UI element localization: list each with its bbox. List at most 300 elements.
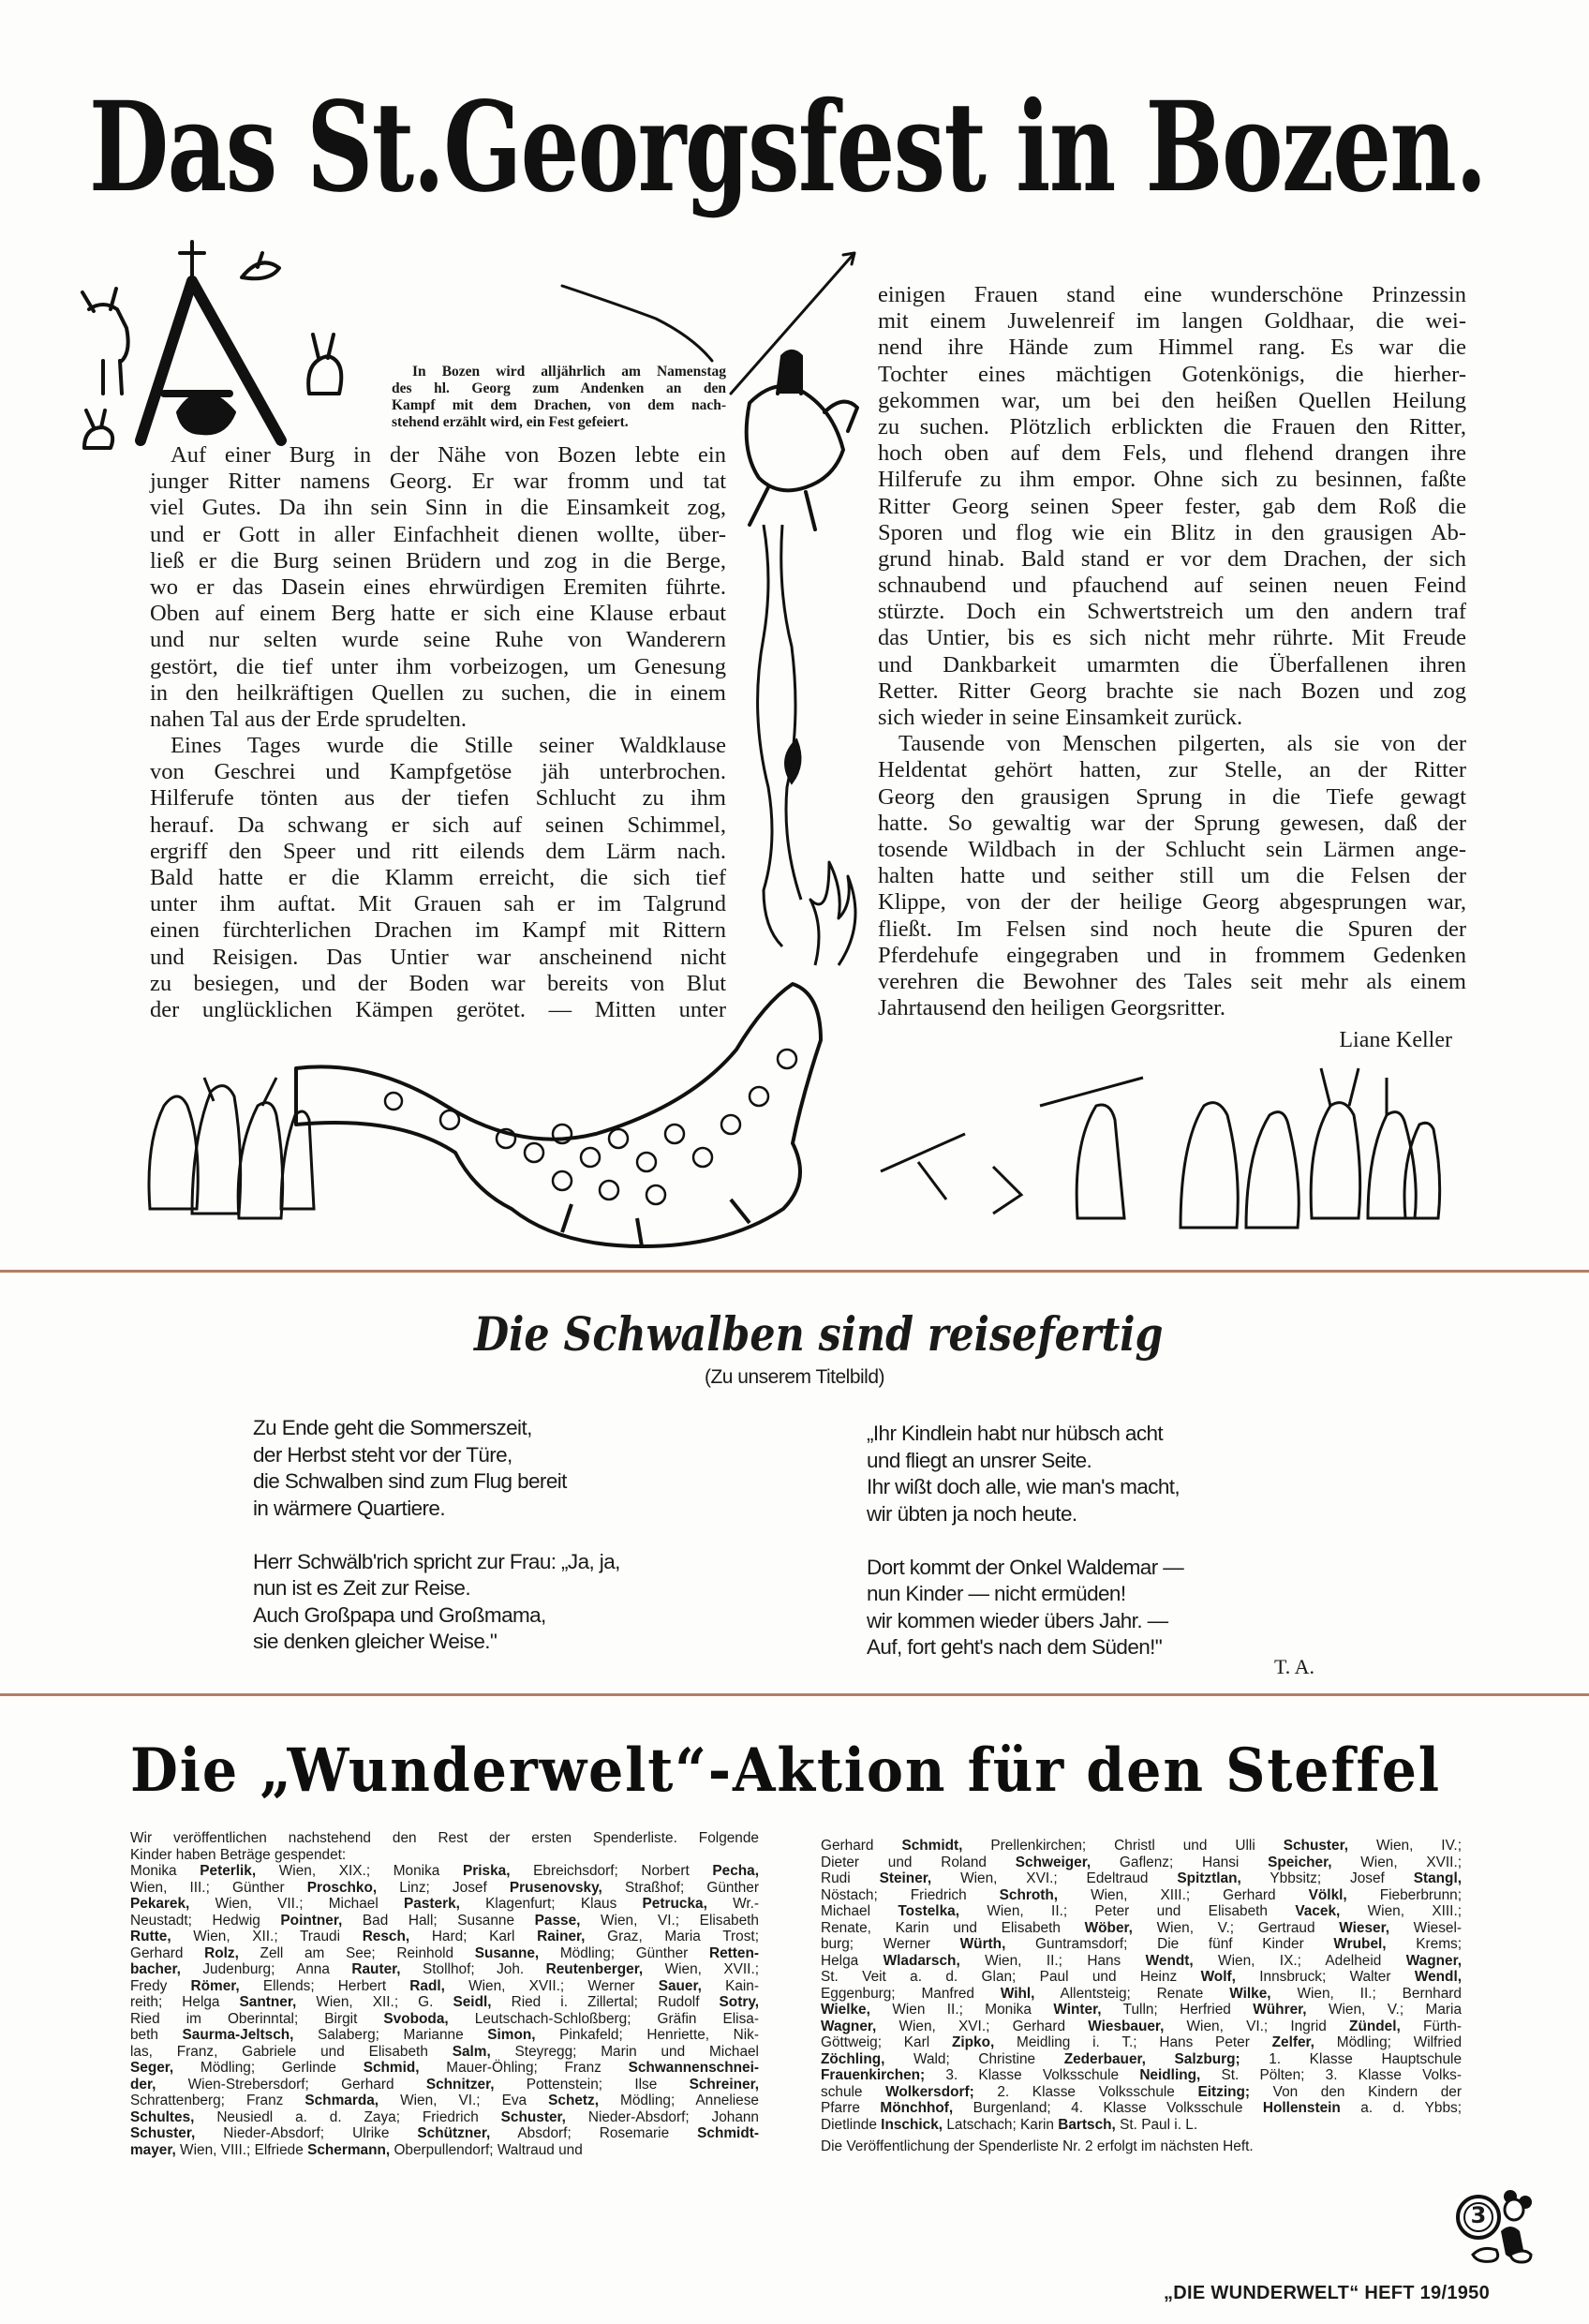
donor-line [130,2077,759,2093]
donor-text: Wien, XIII.; Gerhard [1058,1886,1309,1903]
donor-text: Wien, XVII.; [1331,1854,1462,1870]
donor-surname: Rutte, [130,1929,171,1944]
article-line: einigen Frauen stand eine wunderschöne Prinzessin [878,282,1466,307]
poem-left-column [253,1415,620,1682]
donor-text: Pottenstein; Ilse [494,2076,690,2093]
donor-surname: Zipko, [951,2034,995,2050]
donor-surname: Tostelka, [898,1903,959,1919]
article-line: Hilferufe tönten aus der tiefen Schlucht zu ihm [150,785,726,812]
caption-line: stehend erzählt wird, ein Fest gefeiert. [392,414,629,430]
article-line: und nur selten wurde seine Ruhe von Wanderern [150,627,726,653]
donor-surname: Stangl, [1413,1870,1463,1886]
donor-line [130,2060,759,2077]
poem-line: Herr Schwälb'rich spricht zur Frau: „Ja, ja, [253,1549,620,1573]
donor-surname: Schwannenschnei- [628,2060,759,2076]
donor-text: Wr.- [706,1896,759,1912]
donor-text: Eggenburg; Manfred [821,1985,1001,2002]
donor-line [130,1994,759,2011]
caption-line: Kampf mit dem Drachen, von dem nach- [392,397,726,413]
donor-text: Wien, XIII.; [1340,1903,1462,1919]
article-line: Tochter eines mächtigen Gotenkönigs, die hierher- [878,361,1466,387]
donor-line [130,1945,759,1962]
article-line: Georg den grausigen Sprung in die Tiefe gewagt [878,783,1466,810]
donor-line [821,1953,1462,1970]
donor-surname: Schmidt, [901,1838,963,1854]
fire-icon [810,862,855,965]
donor-line [130,2125,759,2142]
donor-text: Göttweig; Karl [821,2034,952,2050]
article-line: Oben auf einem Berg hatte er sich eine Klause erbaut [150,601,726,627]
donor-text: Linz; Josef [377,1879,510,1896]
crowd-right-illustration [881,1068,1440,1228]
donor-text: Allentsteig; Renate [1034,1985,1230,2002]
donor-text: Wien, XIX.; Monika [256,1863,463,1879]
donor-text: Dieter und Roland [821,1854,1016,1870]
donor-surname: Wöber, [1084,1919,1133,1936]
donor-text: Meidling i. T.; Hans Peter [994,2034,1272,2050]
donor-line [821,1969,1462,1986]
donor-text: Wien, XII.; G. [296,1994,453,2010]
donor-surname: der, [130,2076,156,2093]
poem-line: Auf, fort geht's nach dem Süden!" [867,1635,1163,1659]
donor-text: Wien-Strebersdorf; Gerhard [156,2076,426,2093]
donor-text: Hard; Karl [409,1929,538,1944]
article-line: Jahrtausend den heiligen Georgsritter. [878,995,1226,1021]
donor-surname: Mönchhof, [880,2100,954,2116]
donor-surname: Vacek, [1295,1903,1341,1919]
donor-text: burg; Werner [821,1936,960,1952]
poem-line: der Herbst steht vor der Türe, [253,1442,512,1467]
donor-line [130,1929,759,1945]
donor-surname: Pecha, [712,1863,759,1879]
donor-surname: Schroth, [999,1886,1059,1903]
donor-text: Wien, VII.; Michael [189,1896,405,1912]
donor-text: Wien II.; Monika [869,2002,1054,2018]
donor-text: Wald; Christine [884,2050,1064,2067]
donor-surname: Resch, [362,1929,410,1944]
article-left-column [150,442,726,1023]
donor-surname: Schmid, [363,2060,420,2076]
article-line: von Geschrei und Kampfgetöse jäh unterbrochen. [150,759,726,785]
article-caption [392,364,726,431]
article-author: Liane Keller [1339,1028,1452,1052]
poem-line: die Schwalben sind zum Flug bereit [253,1469,567,1493]
poem-line: wir kommen wieder übers Jahr. — [867,1608,1168,1632]
donor-text: Absdorf; Rosemarie [490,2125,698,2141]
article-line: verehren die Bewohner des Tales seit mehr als einem [878,968,1466,994]
donor-surname: Saurma-Jeltsch, [182,2027,294,2043]
publication-footer: „DIE WUNDERWELT“ HEFT 19/1950 [1164,2283,1491,2303]
article-line: Eines Tages wurde die Stille seiner Waldklause [171,733,726,759]
donor-surname: mayer, [130,2141,176,2158]
donor-text: beth [130,2027,183,2043]
donor-surname: Petrucka, [642,1896,707,1912]
donor-surname: Schuster, [1283,1838,1349,1854]
donor-text: Wien, V.; Maria [1306,2002,1462,2018]
donor-surname: Bartsch, [1058,2116,1116,2133]
donor-line [821,2051,1462,2068]
donor-surname: Rauter, [351,1961,401,1977]
poem-line: Ihr wißt doch alle, wie man's macht, [867,1475,1181,1498]
poem-stanza [253,1415,620,1522]
donor-surname: Schreiner, [689,2076,759,2093]
poem-line: nun Kinder — nicht ermüden! [867,1582,1126,1605]
donor-text: Ried i. Zillertal; Rudolf [491,1994,720,2010]
article-line: Heldentat gehört hatten, zur Stelle, an der Ritter [878,757,1466,783]
donor-line [130,2093,759,2109]
donor-text: Wien, IV.; [1348,1838,1462,1854]
donor-text: Prellenkirchen; Christl und Ulli [962,1838,1284,1854]
poem-stanza [867,1555,1183,1661]
donor-text: Monika [130,1863,200,1879]
donor-text: Wien, VI.; Elisabeth [580,1912,759,1929]
donor-text: Pfarre [821,2100,881,2116]
article-line: und Dankbarkeit umarmten die Überfallenen ihren [878,651,1466,678]
donor-text: Ried im Oberinntal; Birgit [130,2010,384,2027]
donor-text: Graz, Maria Trost; [585,1929,759,1944]
donor-text: reith; Helga [130,1994,240,2010]
article-line: viel Gutes. Da ihn sein Sinn in die Einsamkeit zog, [150,495,726,521]
donor-surname: Schuster, [130,2125,196,2141]
donor-text: Renate, Karin und Elisabeth [821,1919,1085,1936]
article-line: ergriff den Speer und ritt eilends dem Lärm nach. [150,838,726,864]
donor-line [821,1986,1462,2003]
donor-line [130,2109,759,2126]
donor-surname: Hollenstein [1262,2100,1341,2116]
article-line: Sporen und flog wie ein Blitz in den grausigen Ab- [878,519,1466,545]
donor-text: St. Veit a. d. Glan; Paul und Heinz [821,1969,1201,1985]
donor-text: Tulln; Herfried [1101,2002,1254,2018]
donor-line [821,1920,1462,1937]
poem-line: Zu Ende geht die Sommerszeit, [253,1416,532,1439]
poem-line: „Ihr Kindlein habt nur hübsch acht [867,1422,1164,1445]
donor-surname: Schweiger, [1015,1854,1092,1870]
article-line: Bald hatte er die Klamm erreicht, die sich tief [150,865,726,890]
donor-text: Wir veröffentlichen nachstehend den Rest der ersten Spenderliste. Folgende [130,1830,759,1846]
poem-line: wir übten ja noch heute. [867,1501,1077,1526]
donor-text: Kinder haben Beträge gespendet: [130,1846,347,1863]
donor-text: Zell am See; Reinhold [238,1944,475,1961]
donor-text: Stollhof; Joh. [400,1961,546,1977]
donor-surname: Rolz, [204,1944,239,1961]
article-line: hatte. So gewaltig war der Sprung gewesen, daß der [878,810,1466,836]
donor-surname: Steiner, [879,1870,932,1886]
donor-surname: Schnitzer, [425,2076,495,2093]
donor-surname: Simon, [487,2027,536,2043]
donor-text: Mödling; Anneliese [599,2093,759,2108]
poem-right-column [867,1421,1183,1688]
donor-surname: Pasterk, [404,1896,460,1912]
aktion-title: Die „Wunderwelt“-Aktion für den Steffel [130,1736,1441,1806]
page-number-mascot [1454,2189,1533,2264]
donor-text: Wien, VIII.; Elfriede [175,2141,308,2158]
donor-surname: Seidl, [453,1994,492,2010]
donor-line [821,2100,1462,2117]
donor-line [130,1961,759,1978]
donor-text: schule [821,2083,886,2100]
donor-text: Wien, XVI.; Edeltraud [931,1870,1178,1886]
article-line: tosende Wildbach in der Schlucht sein Lärmen ange- [878,836,1466,862]
donor-text: Ebreichsdorf; Norbert [510,1863,713,1879]
donor-text: 3. Klasse Volksschule [925,2067,1140,2083]
donor-surname: Wagner, [821,2018,877,2034]
poem-line: und fliegt an unsrer Seite. [867,1448,1092,1472]
article-line: in den heilkräftigen Quellen zu suchen, die in einem [150,679,726,706]
donor-line [130,1847,759,1864]
article-line: gestört, die tief unter ihm vorbeizogen, um Genesung [150,653,726,679]
donor-surname: bacher, [130,1961,181,1977]
donor-surname: Passe, [534,1912,581,1929]
donor-line [821,1903,1462,1920]
donor-surname: Wührer, [1253,2002,1307,2018]
donor-line [130,1880,759,1897]
article-right-column [878,282,1466,1021]
article-line: Pferdehufe eingegraben und in frommem Gedenken [878,942,1466,968]
rabbit-icon [308,335,341,394]
donor-surname: Retten- [708,1944,759,1961]
donor-surname: Frauenkirchen; [821,2067,926,2083]
donor-text: Oberpullendorf; Waltraud und [390,2141,583,2158]
article-line: mit einem Juwelenreif im langen Goldhaar, die wei- [878,308,1466,335]
article-line: zu suchen. Plötzlich erblickten die Frauen den Ritter, [878,413,1466,439]
donor-surname: Zöchling, [821,2050,885,2067]
donor-text: Nöstach; Friedrich [821,1886,1000,1903]
donor-text: Leutschach-Schloßberg; Gräfin Elisa- [448,2010,759,2027]
donor-text: las, Franz, Gabriele und Elisabeth [130,2043,453,2060]
article-line: junger Ritter namens Georg. Er war fromm und tat [150,469,726,495]
article-line: grund hinab. Bald stand er vor dem Drachen, der sich [878,545,1466,572]
donor-text: Salaberg; Marianne [293,2027,488,2043]
donor-surname: Neidling, [1139,2067,1201,2083]
donor-surname: Wiesbauer, [1088,2018,1165,2034]
poem-title: Die Schwalben sind reisefertig [474,1306,1164,1362]
donor-surname: Svoboda, [383,2010,449,2027]
initial-a-illustration [82,242,341,448]
donor-surname: Sotry, [719,1994,760,2010]
donor-surname: Zederbauer, Salzburg; [1063,2050,1240,2067]
donor-text: Straßhof; Günther [601,1879,759,1896]
donor-text: Nieder-Absdorf; Johann [565,2108,759,2125]
donor-surname: Völkl, [1308,1886,1347,1903]
donor-surname: Salm, [452,2043,491,2060]
donor-surname: Wielke, [821,2002,870,2018]
donor-line [130,1978,759,1995]
poem-stanza [253,1549,620,1656]
donor-surname: Winter, [1053,2002,1102,2018]
donor-text: Kain- [701,1977,759,1994]
cliff-illustration [758,525,801,946]
donor-surname: Wolkersdorf; [885,2083,974,2100]
donor-surname: Eitzing; [1197,2083,1251,2100]
donor-line [130,2142,759,2159]
article-line: Tausende von Menschen pilgerten, als sie von der [898,731,1466,757]
donor-surname: Inschick, [881,2116,943,2133]
article-line: hoch oben auf dem Fels, und flehend drangen ihre [878,440,1466,467]
donor-text: Dietlinde [821,2116,882,2133]
donor-line [821,1870,1462,1887]
donor-text: Wien, XII.; Traudi [171,1929,363,1944]
donor-line [821,1936,1462,1953]
donor-line [130,2011,759,2028]
donor-surname: Wendl, [1414,1969,1462,1985]
donor-text: Guntramsdorf; Die fünf Kinder [1005,1936,1334,1952]
donor-surname: Wladarsch, [883,1952,960,1969]
article-line: das Untier, bis es sich nicht mehr rührte. Mit Freude [878,625,1466,651]
donor-surname: Spitztlan, [1177,1870,1241,1886]
donor-text: Wien, VI.; Eva [379,2093,549,2108]
donor-surname: Schetz, [548,2093,600,2108]
donor-line [821,2002,1462,2019]
donor-line [821,2117,1462,2134]
article-line: gekommen war, um bei den heißen Quellen Heilung [878,387,1466,413]
donor-text: a. d. Ybbs; [1340,2100,1463,2116]
donor-list-left [130,1830,759,2158]
donor-text: Helga [821,1952,884,1969]
donor-surname: Wagner, [1405,1952,1463,1969]
donor-surname: Rainer, [537,1929,586,1944]
donor-surname: Prusenovsky, [509,1879,602,1896]
donor-line [130,2044,759,2061]
donor-text: Ellends; Herbert [239,1977,410,1994]
donor-text: Burgenland; 4. Klasse Volksschule [953,2100,1263,2116]
donor-text: St. Paul i. L. [1115,2116,1198,2133]
donor-surname: Priska, [462,1863,511,1879]
donor-line [821,1838,1462,1855]
donor-surname: Römer, [190,1977,240,1994]
donor-surname: Schützner, [417,2125,491,2141]
donor-surname: Santner, [239,1994,297,2010]
donor-text: Mödling; Günther [539,1944,709,1961]
donor-text: 2. Klasse Volksschule [973,2083,1198,2100]
donor-line [130,1830,759,1847]
article-line: stürzte. Doch ein Schwertstreich um den andern traf [878,599,1466,625]
donor-surname: Reutenberger, [545,1961,644,1977]
donor-surname: Pointner, [280,1912,343,1929]
article-line: halten hatte und seither still um die Felsen der [878,863,1466,889]
donor-surname: Schultes, [130,2108,195,2125]
article-line: ließ er die Burg seinen Brüdern und zog in die Berge, [150,547,726,574]
donor-text: Rudi [821,1870,880,1886]
deer-icon [82,289,128,394]
caption-line: des hl. Georg zum Andenken an den [392,380,726,396]
caption-line: In Bozen wird alljährlich am Namenstag [412,364,726,380]
donor-surname: Wolf, [1200,1969,1236,1985]
donor-line [130,2027,759,2044]
donor-text: Innsbruck; Walter [1235,1969,1415,1985]
donor-line [821,2084,1462,2101]
article-line: Klippe, von der der heilige Georg abgesprungen war, [878,889,1466,916]
article-line: Auf einer Burg in der Nähe von Bozen lebte ein [171,442,726,468]
donor-text: Nieder-Absdorf; Ulrike [195,2125,418,2141]
donor-surname: Schmarda, [304,2093,379,2108]
donor-text: Michael [821,1903,898,1919]
donor-surname: Wihl, [1000,1985,1035,2002]
donor-surname: Wilke, [1229,1985,1271,2002]
article-line: einen fürchterlichen Drachen im Kampf mit Rittern [150,917,726,944]
donor-text: Krems; [1386,1936,1463,1952]
donor-surname: Würth, [959,1936,1006,1952]
article-line: Ritter Georg seinen Speer fester, gab dem Roß die [878,493,1466,519]
donor-text: Wien, II.; Hans [959,1952,1146,1969]
donor-line [821,1887,1462,1904]
poem-line: sie denken gleicher Weise." [253,1630,497,1653]
article-line: Retter. Ritter Georg brachte sie nach Bozen und zog [878,678,1466,704]
donor-text: Latschach; Karin [943,2116,1059,2133]
poem-stanza [867,1421,1183,1527]
donor-text: Pinkafeld; Henriette, Nik- [535,2027,760,2043]
donor-line [821,2034,1462,2051]
article-line: wo er das Dasein eines ehrwürdigen Eremiten führte. [150,574,726,600]
donor-text: Fürth- [1400,2018,1463,2034]
article-line: und Reisigen. Das Untier war anscheinend nicht [150,944,726,970]
donor-text: Gerhard [130,1944,205,1961]
donor-line [130,1913,759,1929]
donor-text: Judenburg; Anna [180,1961,352,1977]
donor-surname: Peterlik, [200,1863,257,1879]
donor-text: Klagenfurt; Klaus [459,1896,643,1912]
page-number: 3 [1470,2202,1487,2228]
donor-text: Wien, V.; Gertraud [1132,1919,1340,1936]
article-line: der unglücklichen Kämpen gerötet. — Mitten unter [150,996,726,1022]
donor-surname: Zündel, [1349,2018,1401,2034]
donor-surname: Schermann, [307,2141,391,2158]
donor-text: Schrattenberg; Franz [130,2093,305,2108]
article-line: sich wieder in seine Einsamkeit zurück. [878,705,1243,730]
donor-surname: Schmidt- [697,2125,759,2141]
donor-surname: Wrubel, [1333,1936,1387,1952]
donor-text: Ybbsitz; Josef [1240,1870,1414,1886]
donor-text: Von den Kindern der [1250,2083,1462,2100]
donor-text: 1. Klasse Hauptschule [1240,2050,1463,2067]
donor-text: Wien, IX.; Adelheid [1193,1952,1406,1969]
donor-text: Neustadt; Hedwig [130,1912,281,1929]
donor-text: Wien, III.; Günther [130,1879,307,1896]
article-line: nend ihre Hände zum Himmel rang. Es war die [878,335,1466,361]
donor-line [821,2019,1462,2035]
donor-text: Wien, II.; Peter und Elisabeth [958,1903,1296,1919]
donor-text: St. Pölten; 3. Klasse Volks- [1200,2067,1462,2083]
poem-line: in wärmere Quartiere. [253,1496,445,1520]
donor-surname: Speicher, [1268,1854,1332,1870]
article-line: unter ihm auftat. Mit Grauen sah er im Talgrund [150,891,726,917]
article-line: nahen Tal aus der Erde sprudelten. [150,706,467,732]
article-line: schnaubend und pfauchend auf seinen neuen Feind [878,573,1466,599]
donor-surname: Schuster, [500,2108,566,2125]
donor-surname: Seger, [130,2060,174,2076]
poem-line: Auch Großpapa und Großmama, [253,1602,546,1627]
section-divider [0,1693,1589,1696]
spear-icon [731,253,854,394]
donor-text: Wien, VI.; Ingrid [1164,2018,1350,2034]
donor-text: Wien, XVII.; Werner [444,1977,659,1994]
donor-surname: Zelfer, [1271,2034,1314,2050]
article-line: herauf. Da schwang er sich auf seinen Schimmel, [150,812,726,838]
section-divider [0,1270,1589,1273]
donor-text: Wiesel- [1389,1919,1462,1936]
article-line: zu besiegen, und der Boden war bereits von Blut [150,970,726,996]
donor-surname: Wieser, [1339,1919,1389,1936]
donor-text: Mödling; Gerlinde [173,2060,364,2076]
donor-line [130,1896,759,1913]
article-line: und er Gott in aller Einfachheit dienen wollte, über- [150,521,726,547]
donor-text: Wien, XVII.; [643,1961,760,1977]
donor-surname: Pekarek, [130,1896,190,1912]
donor-line [821,1855,1462,1871]
donor-surname: Wendt, [1145,1952,1194,1969]
article-title: Das St.Georgsfest in Bozen. [89,75,1486,220]
donor-surname: Susanne, [474,1944,540,1961]
donor-surname: Sauer, [658,1977,702,1994]
